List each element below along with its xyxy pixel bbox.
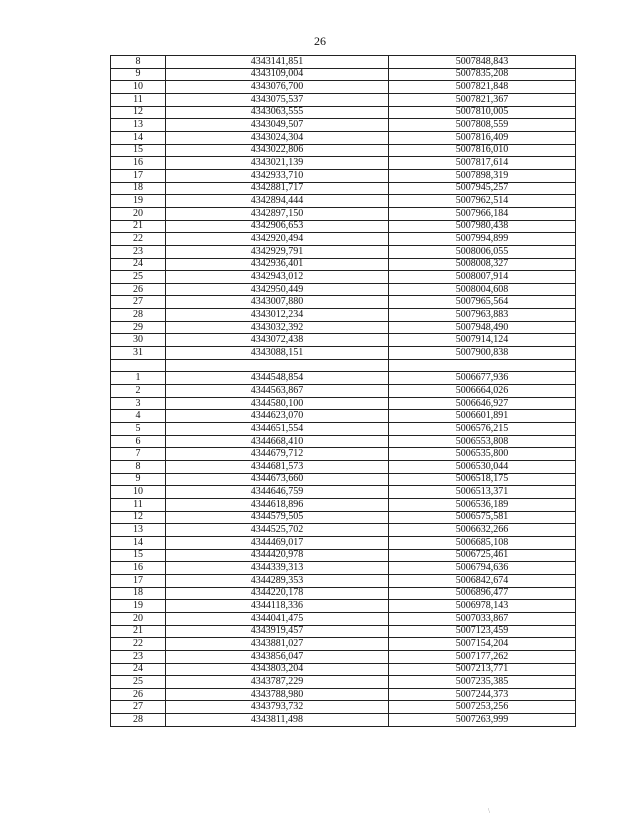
x-coordinate-cell: 4344681,573 — [166, 461, 389, 474]
point-number-cell: 12 — [111, 511, 166, 524]
table-row — [111, 612, 576, 625]
point-number-cell: 3 — [111, 397, 166, 410]
table-row — [111, 524, 576, 537]
point-number-cell: 14 — [111, 131, 166, 144]
point-number-cell: 9 — [111, 473, 166, 486]
table-row — [111, 625, 576, 638]
y-coordinate-cell: 5006536,189 — [389, 498, 576, 511]
y-coordinate-cell: 5006677,936 — [389, 372, 576, 385]
x-coordinate-cell: 4344289,353 — [166, 574, 389, 587]
point-number-cell: 6 — [111, 435, 166, 448]
point-number-cell: 15 — [111, 144, 166, 157]
table-row — [111, 473, 576, 486]
point-number-cell: 25 — [111, 271, 166, 284]
point-number-cell: 21 — [111, 220, 166, 233]
x-coordinate-cell: 4343022,806 — [166, 144, 389, 157]
page-number: 26 — [314, 34, 326, 48]
x-coordinate-cell: 4342906,653 — [166, 220, 389, 233]
table-row — [111, 68, 576, 81]
x-coordinate-cell: 4344673,660 — [166, 473, 389, 486]
y-coordinate-cell: 5007966,184 — [389, 207, 576, 220]
block-separator-row — [111, 359, 576, 372]
point-number-cell: 30 — [111, 334, 166, 347]
empty-cell — [389, 359, 576, 372]
y-coordinate-cell: 5006794,636 — [389, 562, 576, 575]
empty-cell — [166, 359, 389, 372]
y-coordinate-cell: 5007816,010 — [389, 144, 576, 157]
point-number-cell: 31 — [111, 347, 166, 360]
coordinates-table — [110, 55, 576, 727]
y-coordinate-cell: 5006842,674 — [389, 574, 576, 587]
table-row — [111, 574, 576, 587]
x-coordinate-cell: 4344525,702 — [166, 524, 389, 537]
y-coordinate-cell: 5007253,256 — [389, 701, 576, 714]
y-coordinate-cell: 5007235,385 — [389, 676, 576, 689]
y-coordinate-cell: 5007033,867 — [389, 612, 576, 625]
y-coordinate-cell: 5008004,608 — [389, 283, 576, 296]
y-coordinate-cell: 5007900,838 — [389, 347, 576, 360]
table-row — [111, 385, 576, 398]
y-coordinate-cell: 5007821,848 — [389, 81, 576, 94]
table-row — [111, 131, 576, 144]
point-number-cell: 23 — [111, 245, 166, 258]
y-coordinate-cell: 5006535,800 — [389, 448, 576, 461]
table-row — [111, 119, 576, 132]
y-coordinate-cell: 5007816,409 — [389, 131, 576, 144]
table-row — [111, 271, 576, 284]
point-number-cell: 13 — [111, 119, 166, 132]
y-coordinate-cell: 5007835,208 — [389, 68, 576, 81]
table-row — [111, 372, 576, 385]
point-number-cell: 29 — [111, 321, 166, 334]
point-number-cell: 12 — [111, 106, 166, 119]
stray-mark: \ — [488, 807, 490, 815]
table-row — [111, 549, 576, 562]
table-row — [111, 169, 576, 182]
y-coordinate-cell: 5006513,371 — [389, 486, 576, 499]
point-number-cell: 21 — [111, 625, 166, 638]
table-row — [111, 688, 576, 701]
x-coordinate-cell: 4343803,204 — [166, 663, 389, 676]
y-coordinate-cell: 5006978,143 — [389, 600, 576, 613]
x-coordinate-cell: 4343007,880 — [166, 296, 389, 309]
x-coordinate-cell: 4344563,867 — [166, 385, 389, 398]
x-coordinate-cell: 4344580,100 — [166, 397, 389, 410]
x-coordinate-cell: 4344679,712 — [166, 448, 389, 461]
x-coordinate-cell: 4344118,336 — [166, 600, 389, 613]
point-number-cell: 20 — [111, 207, 166, 220]
x-coordinate-cell: 4343075,537 — [166, 93, 389, 106]
table-row — [111, 650, 576, 663]
point-number-cell: 26 — [111, 688, 166, 701]
point-number-cell: 11 — [111, 93, 166, 106]
x-coordinate-cell: 4342950,449 — [166, 283, 389, 296]
table-row — [111, 435, 576, 448]
x-coordinate-cell: 4344220,178 — [166, 587, 389, 600]
x-coordinate-cell: 4343088,151 — [166, 347, 389, 360]
table-row — [111, 195, 576, 208]
table-row — [111, 714, 576, 727]
point-number-cell: 1 — [111, 372, 166, 385]
x-coordinate-cell: 4344623,070 — [166, 410, 389, 423]
y-coordinate-cell: 5006553,808 — [389, 435, 576, 448]
y-coordinate-cell: 5007817,614 — [389, 157, 576, 170]
coordinates-table-body — [111, 56, 576, 727]
table-row — [111, 397, 576, 410]
x-coordinate-cell: 4343919,457 — [166, 625, 389, 638]
point-number-cell: 10 — [111, 81, 166, 94]
table-row — [111, 347, 576, 360]
table-row — [111, 207, 576, 220]
y-coordinate-cell: 5007963,883 — [389, 309, 576, 322]
point-number-cell: 17 — [111, 574, 166, 587]
y-coordinate-cell: 5007945,257 — [389, 182, 576, 195]
point-number-cell: 20 — [111, 612, 166, 625]
x-coordinate-cell: 4342894,444 — [166, 195, 389, 208]
x-coordinate-cell: 4344041,475 — [166, 612, 389, 625]
x-coordinate-cell: 4342936,401 — [166, 258, 389, 271]
x-coordinate-cell: 4342897,150 — [166, 207, 389, 220]
x-coordinate-cell: 4344548,854 — [166, 372, 389, 385]
y-coordinate-cell: 5007994,899 — [389, 233, 576, 246]
table-row — [111, 334, 576, 347]
point-number-cell: 28 — [111, 309, 166, 322]
point-number-cell: 27 — [111, 296, 166, 309]
table-row — [111, 587, 576, 600]
point-number-cell: 23 — [111, 650, 166, 663]
table-row — [111, 106, 576, 119]
y-coordinate-cell: 5006518,175 — [389, 473, 576, 486]
y-coordinate-cell: 5008008,327 — [389, 258, 576, 271]
point-number-cell: 22 — [111, 233, 166, 246]
y-coordinate-cell: 5007848,843 — [389, 56, 576, 69]
x-coordinate-cell: 4344618,896 — [166, 498, 389, 511]
y-coordinate-cell: 5007808,559 — [389, 119, 576, 132]
y-coordinate-cell: 5007244,373 — [389, 688, 576, 701]
point-number-cell: 14 — [111, 536, 166, 549]
x-coordinate-cell: 4343788,980 — [166, 688, 389, 701]
point-number-cell: 11 — [111, 498, 166, 511]
x-coordinate-cell: 4343141,851 — [166, 56, 389, 69]
y-coordinate-cell: 5007980,438 — [389, 220, 576, 233]
y-coordinate-cell: 5006601,891 — [389, 410, 576, 423]
table-row — [111, 638, 576, 651]
point-number-cell: 22 — [111, 638, 166, 651]
y-coordinate-cell: 5006530,044 — [389, 461, 576, 474]
table-row — [111, 56, 576, 69]
y-coordinate-cell: 5006575,581 — [389, 511, 576, 524]
point-number-cell: 27 — [111, 701, 166, 714]
empty-cell — [111, 359, 166, 372]
y-coordinate-cell: 5007914,124 — [389, 334, 576, 347]
x-coordinate-cell: 4342929,791 — [166, 245, 389, 258]
point-number-cell: 10 — [111, 486, 166, 499]
table-row — [111, 486, 576, 499]
y-coordinate-cell: 5006576,215 — [389, 423, 576, 436]
x-coordinate-cell: 4343787,229 — [166, 676, 389, 689]
table-row — [111, 600, 576, 613]
x-coordinate-cell: 4344339,313 — [166, 562, 389, 575]
table-row — [111, 233, 576, 246]
x-coordinate-cell: 4343024,304 — [166, 131, 389, 144]
point-number-cell: 7 — [111, 448, 166, 461]
x-coordinate-cell: 4343012,234 — [166, 309, 389, 322]
table-row — [111, 93, 576, 106]
y-coordinate-cell: 5007821,367 — [389, 93, 576, 106]
x-coordinate-cell: 4343021,139 — [166, 157, 389, 170]
table-row — [111, 245, 576, 258]
table-row — [111, 676, 576, 689]
x-coordinate-cell: 4342881,717 — [166, 182, 389, 195]
table-row — [111, 701, 576, 714]
x-coordinate-cell: 4343076,700 — [166, 81, 389, 94]
table-row — [111, 157, 576, 170]
y-coordinate-cell: 5007263,999 — [389, 714, 576, 727]
x-coordinate-cell: 4343032,392 — [166, 321, 389, 334]
x-coordinate-cell: 4344646,759 — [166, 486, 389, 499]
point-number-cell: 9 — [111, 68, 166, 81]
table-row — [111, 423, 576, 436]
y-coordinate-cell: 5006664,026 — [389, 385, 576, 398]
table-row — [111, 663, 576, 676]
point-number-cell: 8 — [111, 461, 166, 474]
table-row — [111, 283, 576, 296]
y-coordinate-cell: 5006646,927 — [389, 397, 576, 410]
x-coordinate-cell: 4344420,978 — [166, 549, 389, 562]
x-coordinate-cell: 4343881,027 — [166, 638, 389, 651]
y-coordinate-cell: 5007948,490 — [389, 321, 576, 334]
x-coordinate-cell: 4342943,012 — [166, 271, 389, 284]
table-row — [111, 258, 576, 271]
point-number-cell: 19 — [111, 600, 166, 613]
y-coordinate-cell: 5007962,514 — [389, 195, 576, 208]
table-row — [111, 81, 576, 94]
point-number-cell: 24 — [111, 663, 166, 676]
y-coordinate-cell: 5008007,914 — [389, 271, 576, 284]
table-row — [111, 220, 576, 233]
point-number-cell: 18 — [111, 587, 166, 600]
x-coordinate-cell: 4343793,732 — [166, 701, 389, 714]
y-coordinate-cell: 5007810,005 — [389, 106, 576, 119]
point-number-cell: 15 — [111, 549, 166, 562]
y-coordinate-cell: 5006685,108 — [389, 536, 576, 549]
x-coordinate-cell: 4343109,004 — [166, 68, 389, 81]
y-coordinate-cell: 5008006,055 — [389, 245, 576, 258]
table-row — [111, 448, 576, 461]
point-number-cell: 16 — [111, 562, 166, 575]
point-number-cell: 5 — [111, 423, 166, 436]
table-row — [111, 511, 576, 524]
table-row — [111, 296, 576, 309]
point-number-cell: 19 — [111, 195, 166, 208]
y-coordinate-cell: 5006725,461 — [389, 549, 576, 562]
point-number-cell: 26 — [111, 283, 166, 296]
table-row — [111, 182, 576, 195]
point-number-cell: 24 — [111, 258, 166, 271]
x-coordinate-cell: 4343072,438 — [166, 334, 389, 347]
x-coordinate-cell: 4344579,505 — [166, 511, 389, 524]
x-coordinate-cell: 4342920,494 — [166, 233, 389, 246]
y-coordinate-cell: 5007213,771 — [389, 663, 576, 676]
x-coordinate-cell: 4344668,410 — [166, 435, 389, 448]
y-coordinate-cell: 5007965,564 — [389, 296, 576, 309]
y-coordinate-cell: 5007898,319 — [389, 169, 576, 182]
table-row — [111, 536, 576, 549]
y-coordinate-cell: 5006896,477 — [389, 587, 576, 600]
table-row — [111, 309, 576, 322]
x-coordinate-cell: 4343063,555 — [166, 106, 389, 119]
x-coordinate-cell: 4344651,554 — [166, 423, 389, 436]
y-coordinate-cell: 5007123,459 — [389, 625, 576, 638]
point-number-cell: 8 — [111, 56, 166, 69]
point-number-cell: 18 — [111, 182, 166, 195]
y-coordinate-cell: 5007154,204 — [389, 638, 576, 651]
table-row — [111, 321, 576, 334]
x-coordinate-cell: 4343811,498 — [166, 714, 389, 727]
y-coordinate-cell: 5006632,266 — [389, 524, 576, 537]
point-number-cell: 25 — [111, 676, 166, 689]
y-coordinate-cell: 5007177,262 — [389, 650, 576, 663]
point-number-cell: 28 — [111, 714, 166, 727]
point-number-cell: 4 — [111, 410, 166, 423]
table-row — [111, 498, 576, 511]
point-number-cell: 2 — [111, 385, 166, 398]
table-row — [111, 410, 576, 423]
point-number-cell: 17 — [111, 169, 166, 182]
x-coordinate-cell: 4342933,710 — [166, 169, 389, 182]
point-number-cell: 16 — [111, 157, 166, 170]
table-row — [111, 461, 576, 474]
table-row — [111, 562, 576, 575]
x-coordinate-cell: 4343856,047 — [166, 650, 389, 663]
table-row — [111, 144, 576, 157]
x-coordinate-cell: 4344469,017 — [166, 536, 389, 549]
point-number-cell: 13 — [111, 524, 166, 537]
x-coordinate-cell: 4343049,507 — [166, 119, 389, 132]
